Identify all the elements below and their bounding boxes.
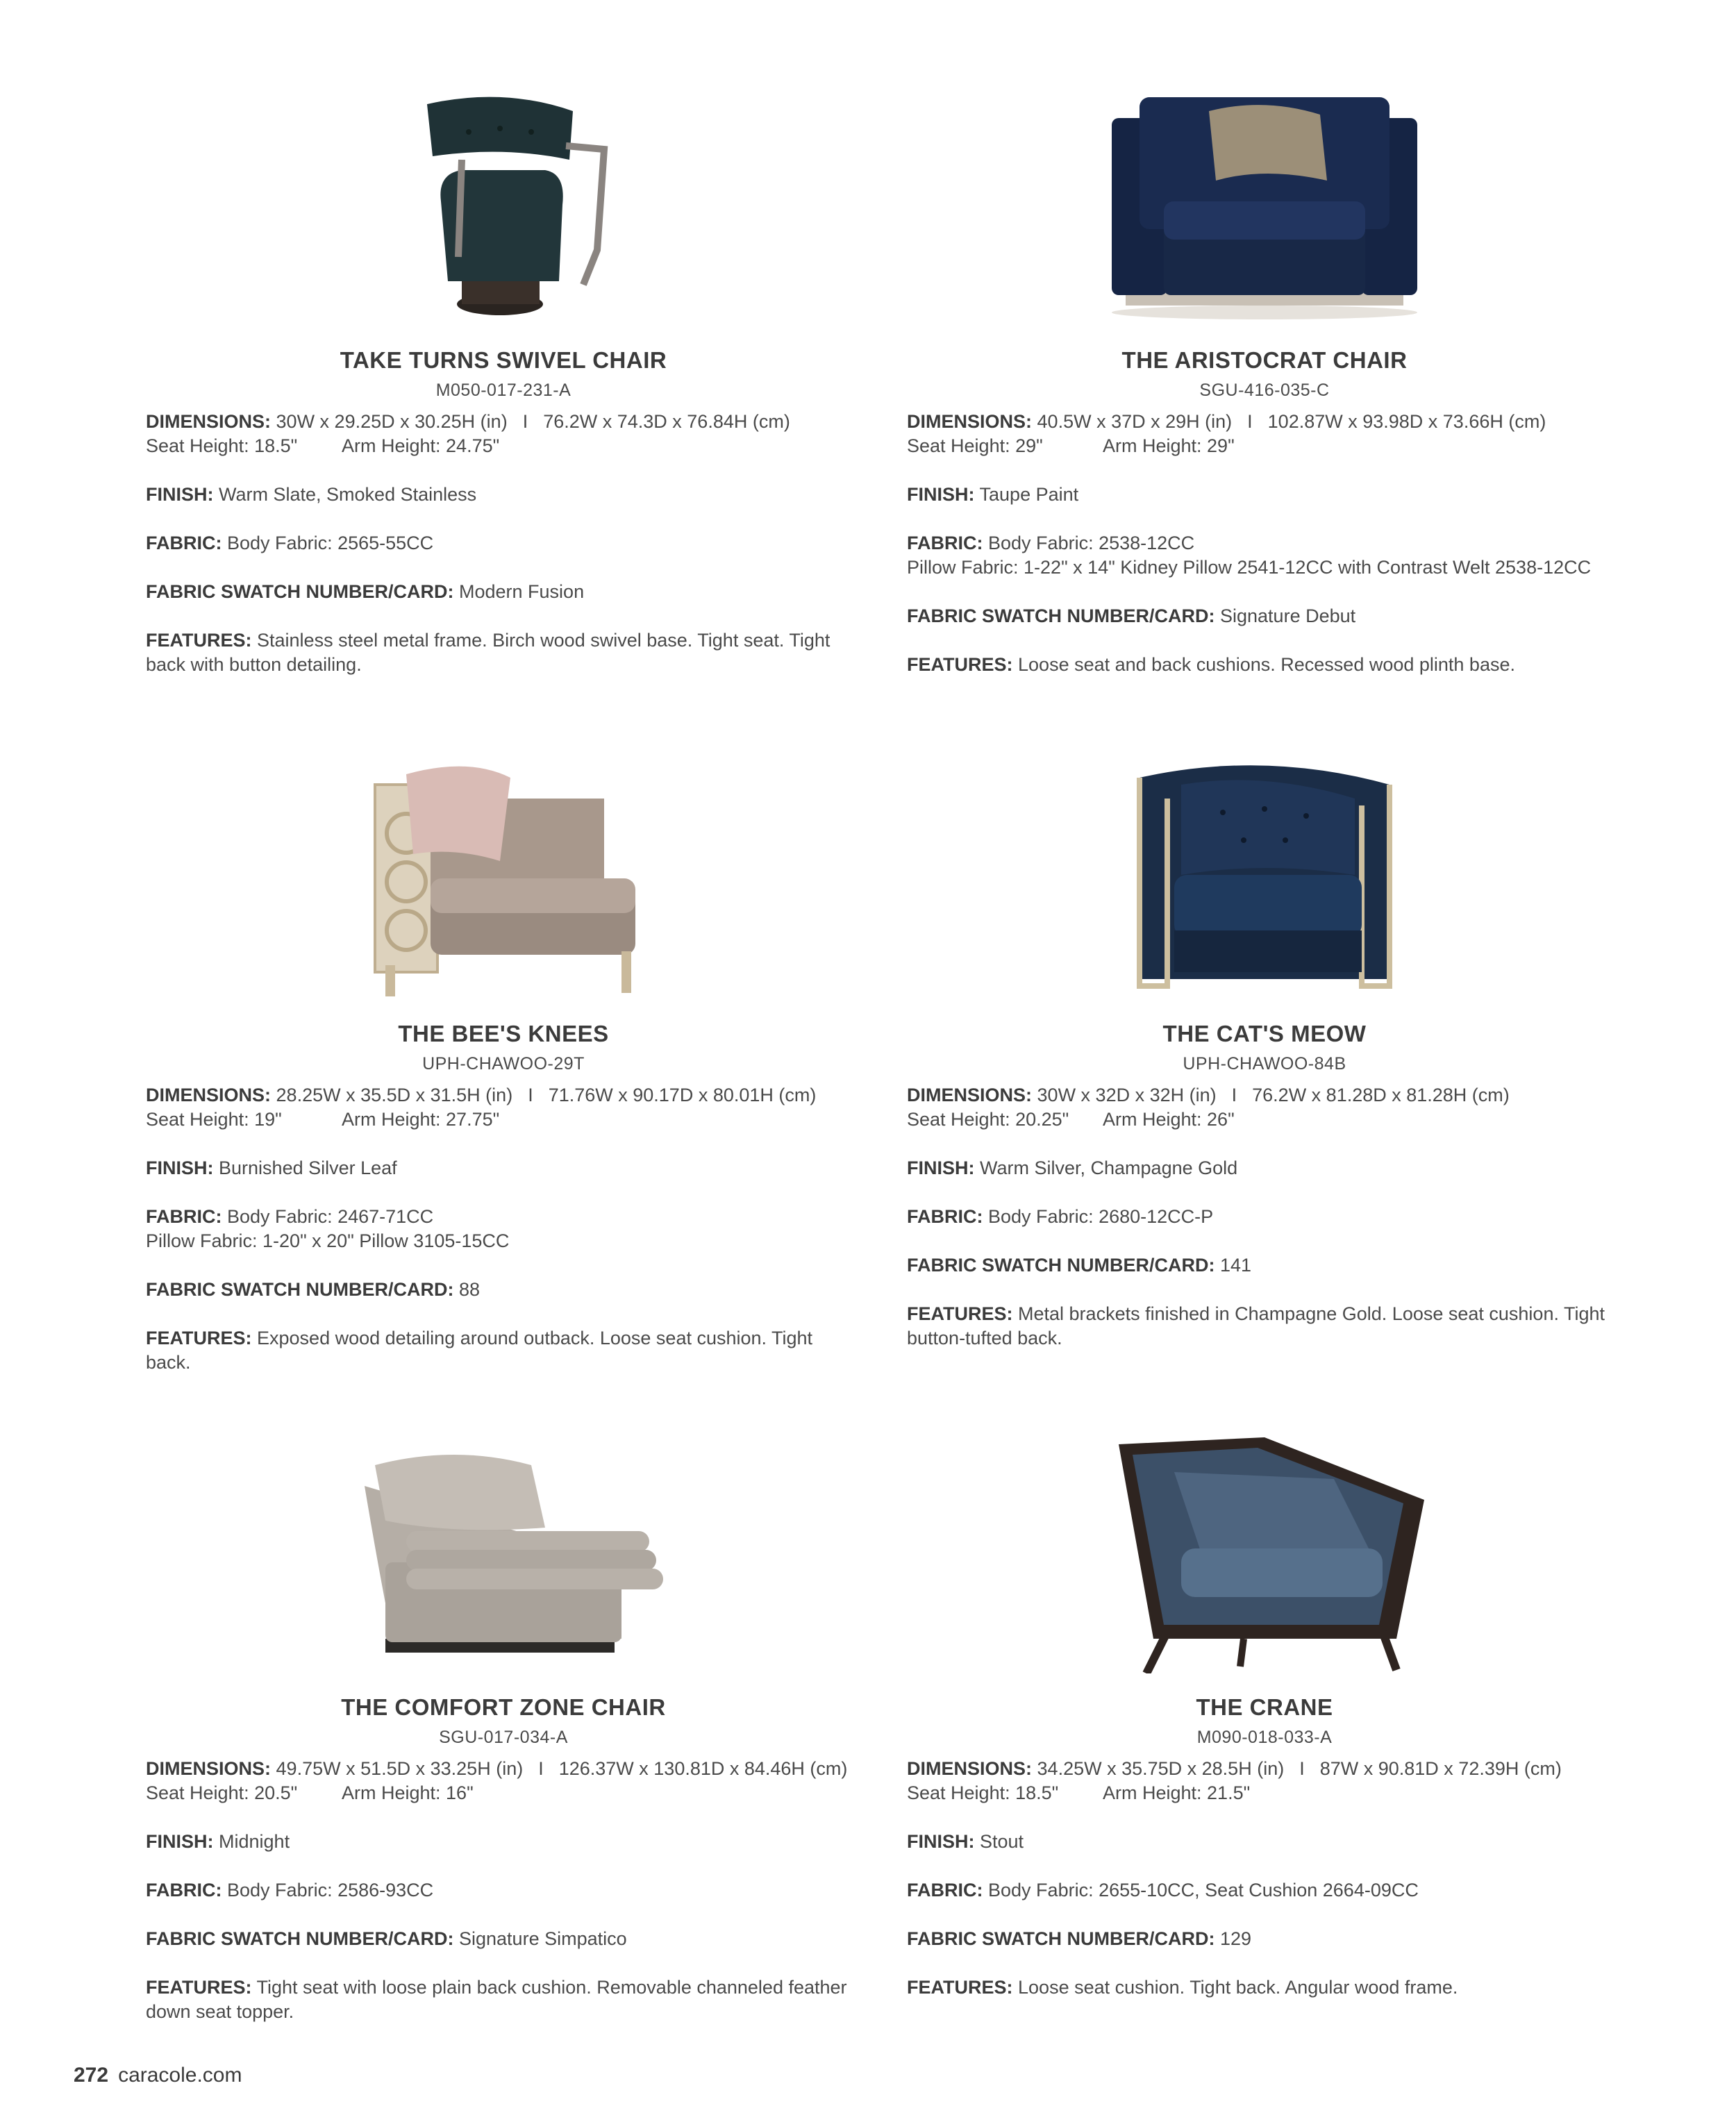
features-value: Exposed wood detailing around outback. Loose seat cushion. Tight back.	[146, 1328, 813, 1373]
swatch-value: Signature Simpatico	[459, 1928, 627, 1949]
dimensions-cm: 71.76W x 90.17D x 80.01H (cm)	[548, 1085, 817, 1105]
fabric-value: Body Fabric: 2467-71CC	[227, 1206, 434, 1227]
fabric-spec	[146, 531, 861, 555]
dimensions-cm: 126.37W x 130.81D x 84.46H (cm)	[558, 1758, 848, 1779]
accent-chair-icon	[365, 757, 642, 1000]
finish-spec	[907, 483, 1622, 507]
seat-height: Seat Height: 29"	[907, 435, 1043, 456]
swatch-label: FABRIC SWATCH NUMBER/CARD:	[146, 1279, 454, 1300]
lounge-chair-icon	[344, 1430, 663, 1673]
product-sku: UPH-CHAWOO-84B	[1183, 1054, 1346, 1073]
features-value: Loose seat and back cushions. Recessed wood plinth base.	[1018, 654, 1515, 675]
armchair-icon	[1098, 83, 1431, 326]
finish-value: Taupe Paint	[979, 484, 1079, 505]
finish-spec	[907, 1830, 1622, 1854]
fabric-value: Body Fabric: 2680-12CC-P	[988, 1206, 1214, 1227]
product-specs	[907, 1083, 1622, 1375]
dimensions-in: 28.25W x 35.5D x 31.5H (in)	[276, 1085, 513, 1105]
arm-height: Arm Height: 16"	[342, 1782, 474, 1803]
dimensions-in: 49.75W x 51.5D x 33.25H (in)	[276, 1758, 524, 1779]
features-value: Metal brackets finished in Champagne Gold. Loose seat cushion. Tight button-tufted back.	[907, 1303, 1605, 1348]
seat-height: Seat Height: 20.25"	[907, 1109, 1069, 1130]
swatch-spec	[146, 1927, 861, 1951]
product-sku: UPH-CHAWOO-29T	[422, 1054, 585, 1073]
swatch-value: 88	[459, 1279, 481, 1300]
fabric-value: Body Fabric: 2655-10CC, Seat Cushion 2664-09CC	[988, 1880, 1419, 1900]
dimensions-spec	[146, 1083, 861, 1132]
product-specs	[146, 1757, 861, 2048]
swatch-label: FABRIC SWATCH NUMBER/CARD:	[146, 581, 454, 602]
tufted-chair-icon	[1126, 757, 1403, 1000]
dimensions-label: DIMENSIONS:	[907, 411, 1033, 432]
arm-height: Arm Height: 24.75"	[342, 435, 500, 456]
dimensions-spec	[146, 1757, 861, 1805]
dimension-separator: I	[1299, 1758, 1305, 1779]
swatch-label: FABRIC SWATCH NUMBER/CARD:	[907, 605, 1215, 626]
finish-value: Midnight	[219, 1831, 290, 1852]
swatch-spec	[146, 1278, 861, 1302]
page-number: 272	[74, 2064, 109, 2087]
finish-label: FINISH:	[146, 1158, 214, 1178]
dimensions-label: DIMENSIONS:	[907, 1758, 1033, 1779]
product-name: THE ARISTOCRAT CHAIR	[1121, 347, 1408, 373]
fabric-spec	[907, 531, 1622, 580]
swatch-value: Modern Fusion	[459, 581, 585, 602]
swatch-value: 141	[1220, 1255, 1252, 1276]
product-sku: SGU-017-034-A	[439, 1728, 568, 1747]
dimensions-cm: 87W x 90.81D x 72.39H (cm)	[1319, 1758, 1562, 1779]
dimensions-spec	[907, 1757, 1622, 1805]
finish-label: FINISH:	[146, 484, 214, 505]
finish-spec	[146, 1156, 861, 1180]
features-label: FEATURES:	[907, 1303, 1013, 1324]
product-photo	[146, 1430, 861, 1680]
finish-spec	[146, 1830, 861, 1854]
product-photo	[146, 757, 861, 1007]
product-name: THE COMFORT ZONE CHAIR	[341, 1694, 666, 1720]
product-photo	[907, 83, 1622, 333]
fabric-extra: Pillow Fabric: 1-22" x 14" Kidney Pillow 2541-12CC with Contrast Welt 2538-12CC	[907, 557, 1592, 578]
dimension-separator: I	[528, 1085, 533, 1105]
product-specs	[907, 1757, 1622, 2024]
fabric-spec	[907, 1205, 1622, 1229]
features-label: FEATURES:	[907, 654, 1013, 675]
fabric-label: FABRIC:	[907, 1206, 983, 1227]
product-sku: M050-017-231-A	[435, 381, 571, 400]
swatch-value: 129	[1220, 1928, 1252, 1949]
dimensions-in: 40.5W x 37D x 29H (in)	[1037, 411, 1233, 432]
features-spec	[146, 628, 861, 677]
fabric-label: FABRIC:	[907, 533, 983, 553]
site-url: caracole.com	[118, 2064, 242, 2087]
arm-height: Arm Height: 21.5"	[1103, 1782, 1251, 1803]
finish-label: FINISH:	[146, 1831, 214, 1852]
arm-height: Arm Height: 26"	[1103, 1109, 1235, 1130]
product-card	[146, 757, 861, 1423]
fabric-label: FABRIC:	[146, 1880, 222, 1900]
dimensions-in: 34.25W x 35.75D x 28.5H (in)	[1037, 1758, 1285, 1779]
swatch-spec	[907, 1253, 1622, 1278]
dimension-separator: I	[1247, 411, 1253, 432]
swatch-label: FABRIC SWATCH NUMBER/CARD:	[146, 1928, 454, 1949]
product-specs	[907, 410, 1622, 701]
product-name: THE CAT'S MEOW	[1162, 1021, 1367, 1046]
product-sku: M090-018-033-A	[1196, 1728, 1333, 1747]
fabric-value: Body Fabric: 2586-93CC	[227, 1880, 434, 1900]
seat-height: Seat Height: 18.5"	[146, 435, 298, 456]
fabric-spec	[907, 1878, 1622, 1903]
features-spec	[146, 1975, 861, 2024]
fabric-label: FABRIC:	[146, 1206, 222, 1227]
dimensions-in: 30W x 29.25D x 30.25H (in)	[276, 411, 508, 432]
product-card	[146, 83, 861, 750]
finish-spec	[907, 1156, 1622, 1180]
product-sku: SGU-416-035-C	[1199, 381, 1330, 400]
dimensions-spec	[907, 1083, 1622, 1132]
finish-label: FINISH:	[907, 484, 975, 505]
features-value: Tight seat with loose plain back cushion. Removable channeled feather down seat topper.	[146, 1977, 847, 2022]
angular-chair-icon	[1105, 1430, 1424, 1673]
fabric-value: Body Fabric: 2565-55CC	[227, 533, 434, 553]
swatch-label: FABRIC SWATCH NUMBER/CARD:	[907, 1928, 1215, 1949]
dimensions-cm: 76.2W x 81.28D x 81.28H (cm)	[1252, 1085, 1510, 1105]
swivel-chair-icon	[358, 83, 649, 326]
swatch-spec	[146, 580, 861, 604]
finish-value: Warm Silver, Champagne Gold	[980, 1158, 1238, 1178]
dimensions-label: DIMENSIONS:	[146, 411, 272, 432]
swatch-spec	[907, 1927, 1622, 1951]
product-card	[907, 83, 1622, 750]
swatch-spec	[907, 604, 1622, 628]
fabric-label: FABRIC:	[907, 1880, 983, 1900]
features-label: FEATURES:	[146, 1328, 252, 1348]
features-spec	[907, 653, 1622, 677]
swatch-value: Signature Debut	[1220, 605, 1356, 626]
features-label: FEATURES:	[907, 1977, 1013, 1998]
features-spec	[146, 1326, 861, 1375]
product-card	[907, 1430, 1622, 2097]
arm-height: Arm Height: 27.75"	[342, 1109, 500, 1130]
fabric-spec	[146, 1878, 861, 1903]
dimension-separator: I	[538, 1758, 544, 1779]
dimensions-label: DIMENSIONS:	[146, 1758, 272, 1779]
fabric-value: Body Fabric: 2538-12CC	[988, 533, 1195, 553]
product-specs	[146, 1083, 861, 1399]
finish-value: Warm Slate, Smoked Stainless	[219, 484, 477, 505]
dimensions-spec	[907, 410, 1622, 458]
features-label: FEATURES:	[146, 1977, 252, 1998]
product-name: THE BEE'S KNEES	[398, 1021, 609, 1046]
finish-value: Burnished Silver Leaf	[219, 1158, 397, 1178]
fabric-extra: Pillow Fabric: 1-20" x 20" Pillow 3105-15CC	[146, 1230, 510, 1251]
product-photo	[907, 757, 1622, 1007]
swatch-label: FABRIC SWATCH NUMBER/CARD:	[907, 1255, 1215, 1276]
dimension-separator: I	[522, 411, 528, 432]
features-spec	[907, 1975, 1622, 2000]
product-card	[907, 757, 1622, 1423]
features-value: Stainless steel metal frame. Birch wood swivel base. Tight seat. Tight back with button detailing.	[146, 630, 831, 675]
product-card	[146, 1430, 861, 2097]
features-label: FEATURES:	[146, 630, 252, 651]
product-specs	[146, 410, 861, 701]
seat-height: Seat Height: 19"	[146, 1109, 282, 1130]
seat-height: Seat Height: 18.5"	[907, 1782, 1059, 1803]
seat-height: Seat Height: 20.5"	[146, 1782, 298, 1803]
finish-spec	[146, 483, 861, 507]
fabric-label: FABRIC:	[146, 533, 222, 553]
finish-label: FINISH:	[907, 1831, 975, 1852]
finish-label: FINISH:	[907, 1158, 975, 1178]
product-photo	[146, 83, 861, 333]
dimensions-spec	[146, 410, 861, 458]
features-value: Loose seat cushion. Tight back. Angular wood frame.	[1018, 1977, 1458, 1998]
finish-value: Stout	[980, 1831, 1024, 1852]
dimensions-in: 30W x 32D x 32H (in)	[1037, 1085, 1217, 1105]
features-spec	[907, 1302, 1622, 1351]
product-name: TAKE TURNS SWIVEL CHAIR	[340, 347, 667, 373]
product-name: THE CRANE	[1196, 1694, 1333, 1720]
dimension-separator: I	[1231, 1085, 1237, 1105]
dimensions-label: DIMENSIONS:	[907, 1085, 1033, 1105]
dimensions-label: DIMENSIONS:	[146, 1085, 272, 1105]
dimensions-cm: 102.87W x 93.98D x 73.66H (cm)	[1267, 411, 1546, 432]
fabric-spec	[146, 1205, 861, 1253]
arm-height: Arm Height: 29"	[1103, 435, 1235, 456]
product-photo	[907, 1430, 1622, 1680]
dimensions-cm: 76.2W x 74.3D x 76.84H (cm)	[543, 411, 790, 432]
page-footer	[74, 2064, 242, 2087]
